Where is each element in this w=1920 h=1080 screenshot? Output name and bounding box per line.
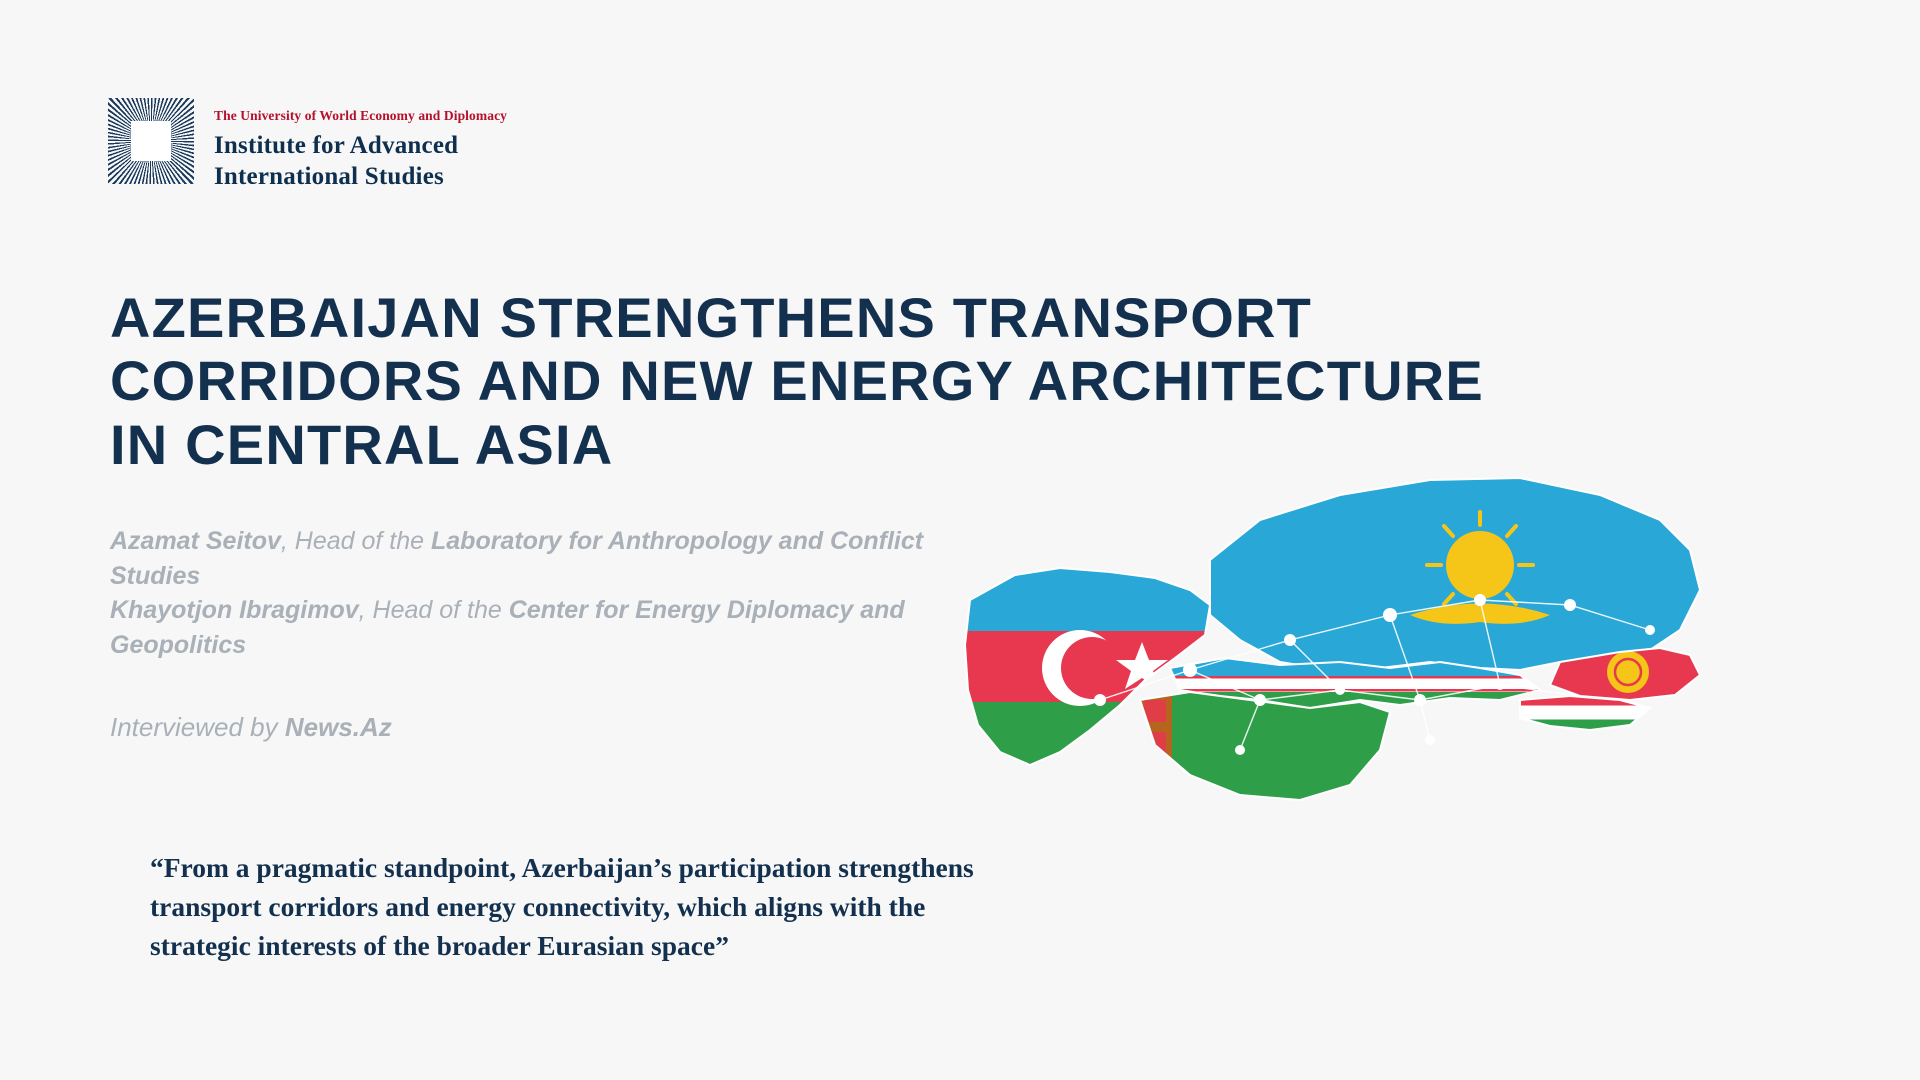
author-2-role-prefix: , Head of the	[358, 596, 509, 624]
university-name: The University of World Economy and Diplomacy	[214, 108, 508, 123]
institute-name-line-1: Institute for Advanced	[214, 132, 459, 159]
institute-name-line-2: International Studies	[214, 162, 444, 190]
radial-burst-logo-icon	[108, 98, 194, 184]
institute-logo	[108, 98, 507, 192]
byline	[110, 524, 1010, 662]
interview-credit	[110, 712, 392, 743]
country-turkmenistan	[1130, 685, 1410, 810]
author-1-unit: Laboratory for Anthropology and Conflict Studies	[110, 527, 924, 590]
logo-text-block	[214, 98, 507, 192]
author-2-unit: Center for Energy Diplomacy and Geopolitics	[110, 596, 905, 659]
interview-prefix: Interviewed by	[110, 712, 285, 742]
author-1-name: Azamat Seitov	[110, 527, 281, 555]
flag-map-illustration	[960, 400, 1920, 960]
interview-outlet: News.Az	[284, 712, 392, 742]
pull-quote: “From a pragmatic standpoint, Azerbaijan’s participation strengthens transport corridors and energy connectivity, which aligns with the strategic interests of the broader Eurasian space”	[150, 851, 974, 961]
page-title: AZERBAIJAN STRENGTHENS TRANSPORT CORRIDORS AND NEW ENERGY ARCHITECTURE IN CENTRAL ASIA	[110, 285, 1484, 477]
author-2-name: Khayotjon Ibragimov	[110, 596, 359, 624]
map-svg	[960, 400, 1920, 960]
author-1-role-prefix: , Head of the	[280, 527, 431, 555]
